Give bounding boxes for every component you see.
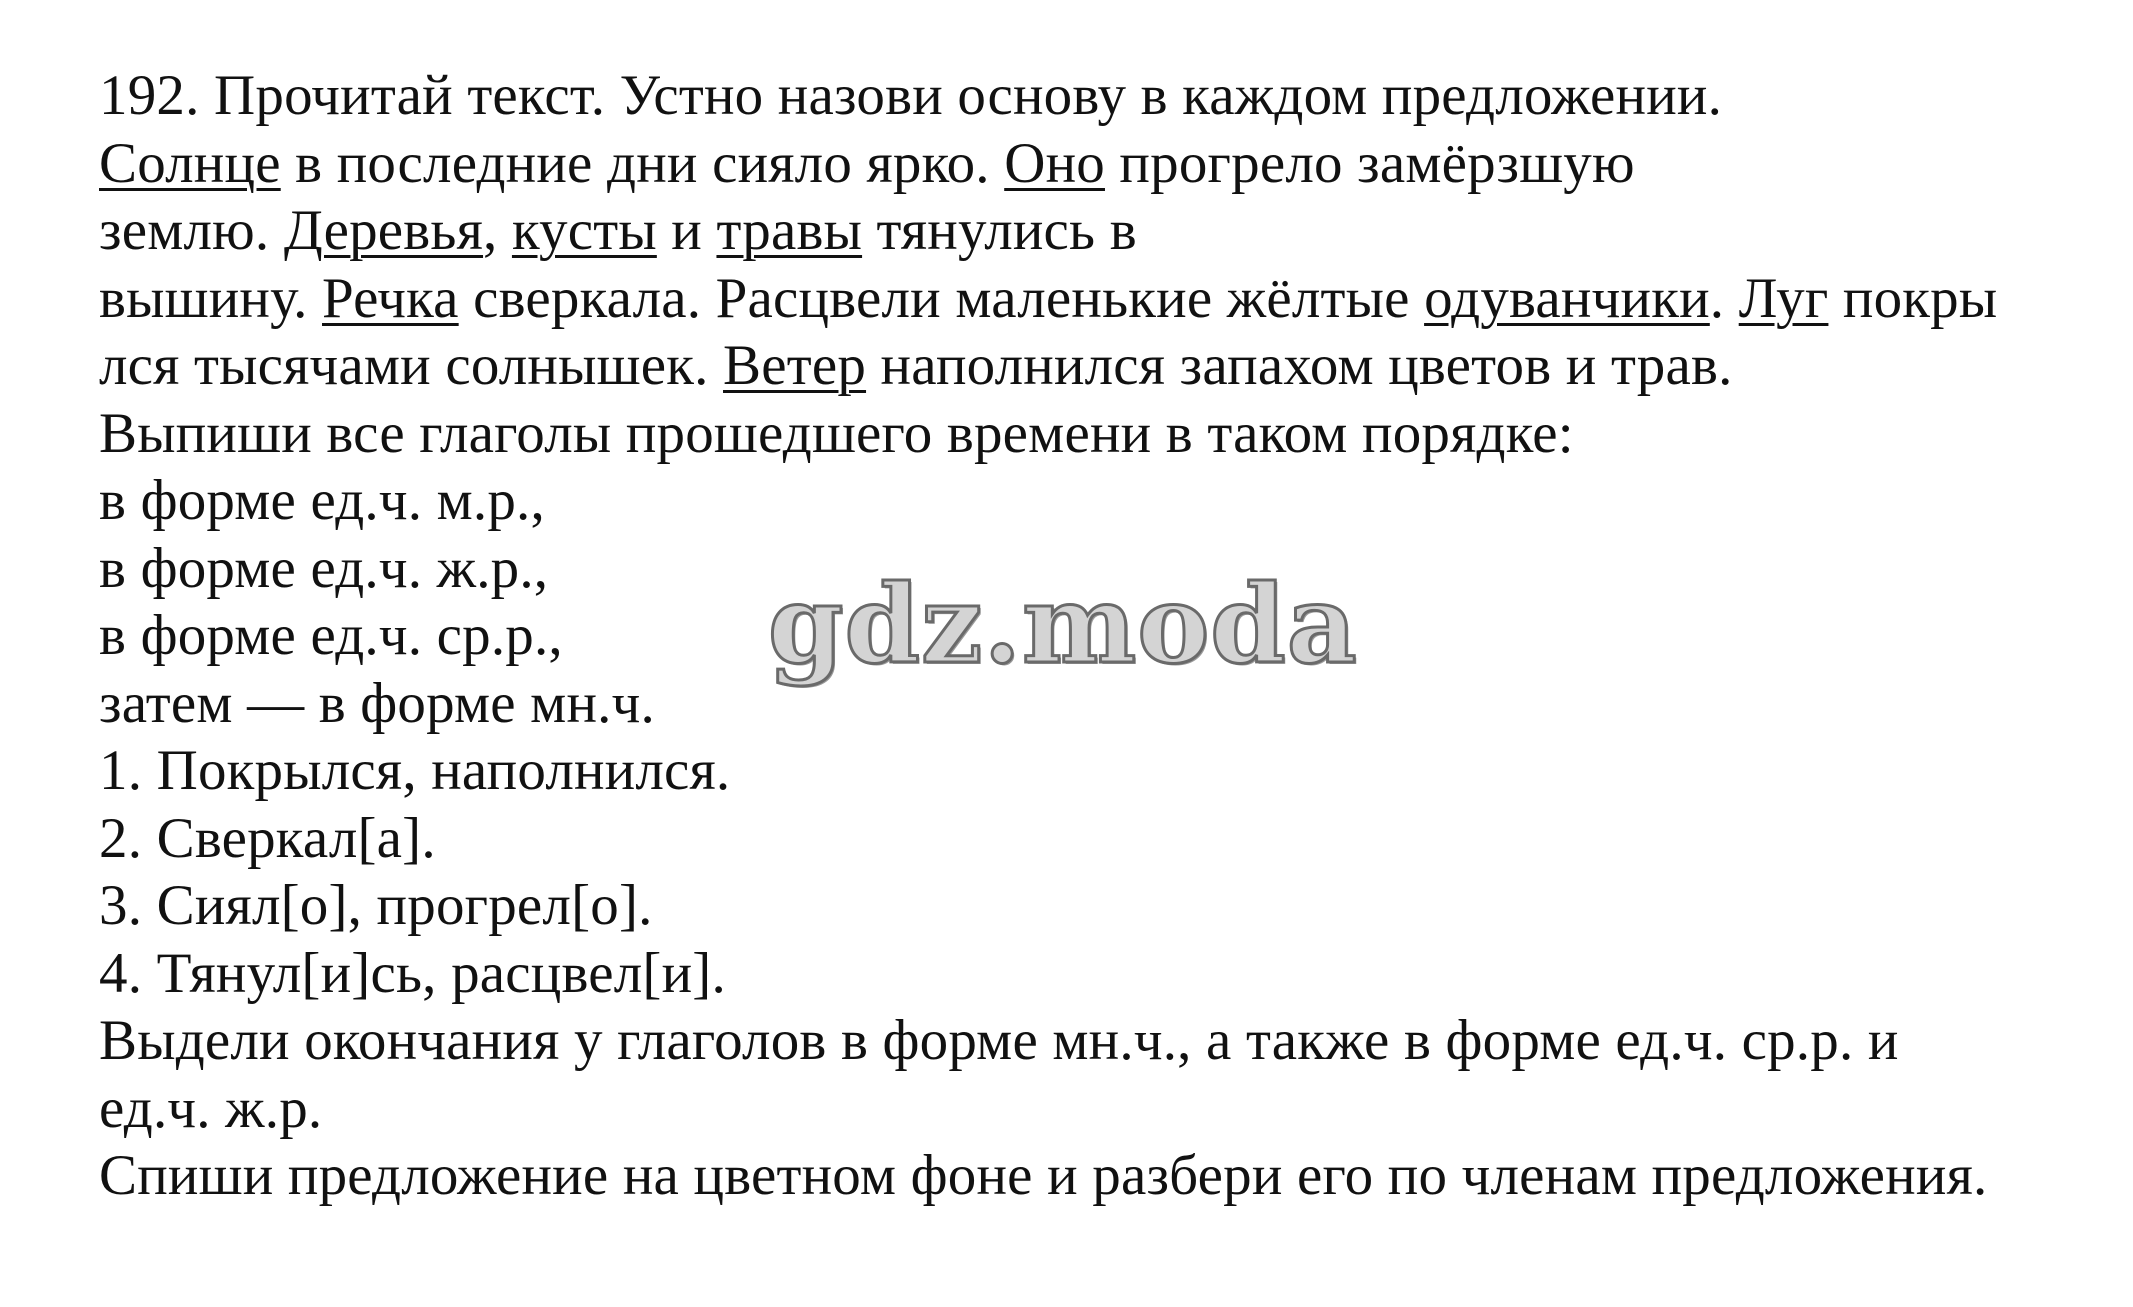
text-run: покры <box>1828 266 1998 330</box>
paragraph-line <box>99 332 2109 400</box>
exercise-paragraph <box>99 130 2109 400</box>
underlined-word: Ветер <box>723 334 867 397</box>
text-run: прогрело замёрзшую <box>1104 131 1635 195</box>
endings-task-line-2: ед.ч. ж.р. <box>99 1076 323 1140</box>
form-line-plural: затем — в форме мн.ч. <box>99 671 655 735</box>
underlined-word: кусты <box>511 199 657 262</box>
underlined-word: Деревья <box>283 199 484 262</box>
text-run: , <box>483 199 512 262</box>
answer-line-4: 4. Тянул[и]сь, расцвел[и]. <box>99 941 726 1005</box>
watermark-logo: gdz.moda <box>768 562 1358 688</box>
underlined-word: травы <box>716 199 863 262</box>
underlined-word: Оно <box>1004 131 1105 195</box>
underlined-word: Солнце <box>99 131 281 195</box>
text-run: тянулись в <box>862 199 1137 262</box>
text-run: вышину. <box>99 266 323 330</box>
text-run: в последние дни сияло ярко. <box>280 131 1005 195</box>
endings-task-line-1: Выдели окончания у глаголов в форме мн.ч., а также в форме ед.ч. ср.р. и <box>99 1009 1899 1072</box>
text-run: наполнился запахом цветов и трав. <box>866 334 1733 397</box>
instruction-text: Выпиши все глаголы прошедшего времени в таком порядке: <box>99 401 1574 465</box>
text-run: лся тысячами солнышек. <box>99 334 724 397</box>
form-line-neut: в форме ед.ч. ср.р., <box>99 604 563 667</box>
form-line-fem: в форме ед.ч. ж.р., <box>99 536 549 600</box>
answer-line-1: 1. Покрылся, наполнился. <box>99 739 731 802</box>
paragraph-line <box>99 265 2109 333</box>
answer-line-2: 2. Сверкал[а]. <box>99 806 436 870</box>
paragraph-line <box>99 130 2109 198</box>
text-run: и <box>656 199 717 262</box>
text-run: . <box>1709 266 1739 330</box>
text-run: сверкала. Расцвели маленькие жёлтые <box>458 266 1425 330</box>
form-line-masc: в форме ед.ч. м.р., <box>99 469 545 532</box>
paragraph-line <box>99 197 2109 265</box>
underlined-word: Луг <box>1738 266 1829 330</box>
exercise-heading: 192. Прочитай текст. Устно назови основу в каждом предложении. <box>99 64 1723 127</box>
underlined-word: одуванчики <box>1424 266 1710 330</box>
text-run: землю. <box>99 199 284 262</box>
answer-line-3: 3. Сиял[о], прогрел[о]. <box>99 874 653 937</box>
final-task-text: Спиши предложение на цветном фоне и разбери его по членам предложения. <box>99 1144 1988 1207</box>
underlined-word: Речка <box>322 266 459 330</box>
